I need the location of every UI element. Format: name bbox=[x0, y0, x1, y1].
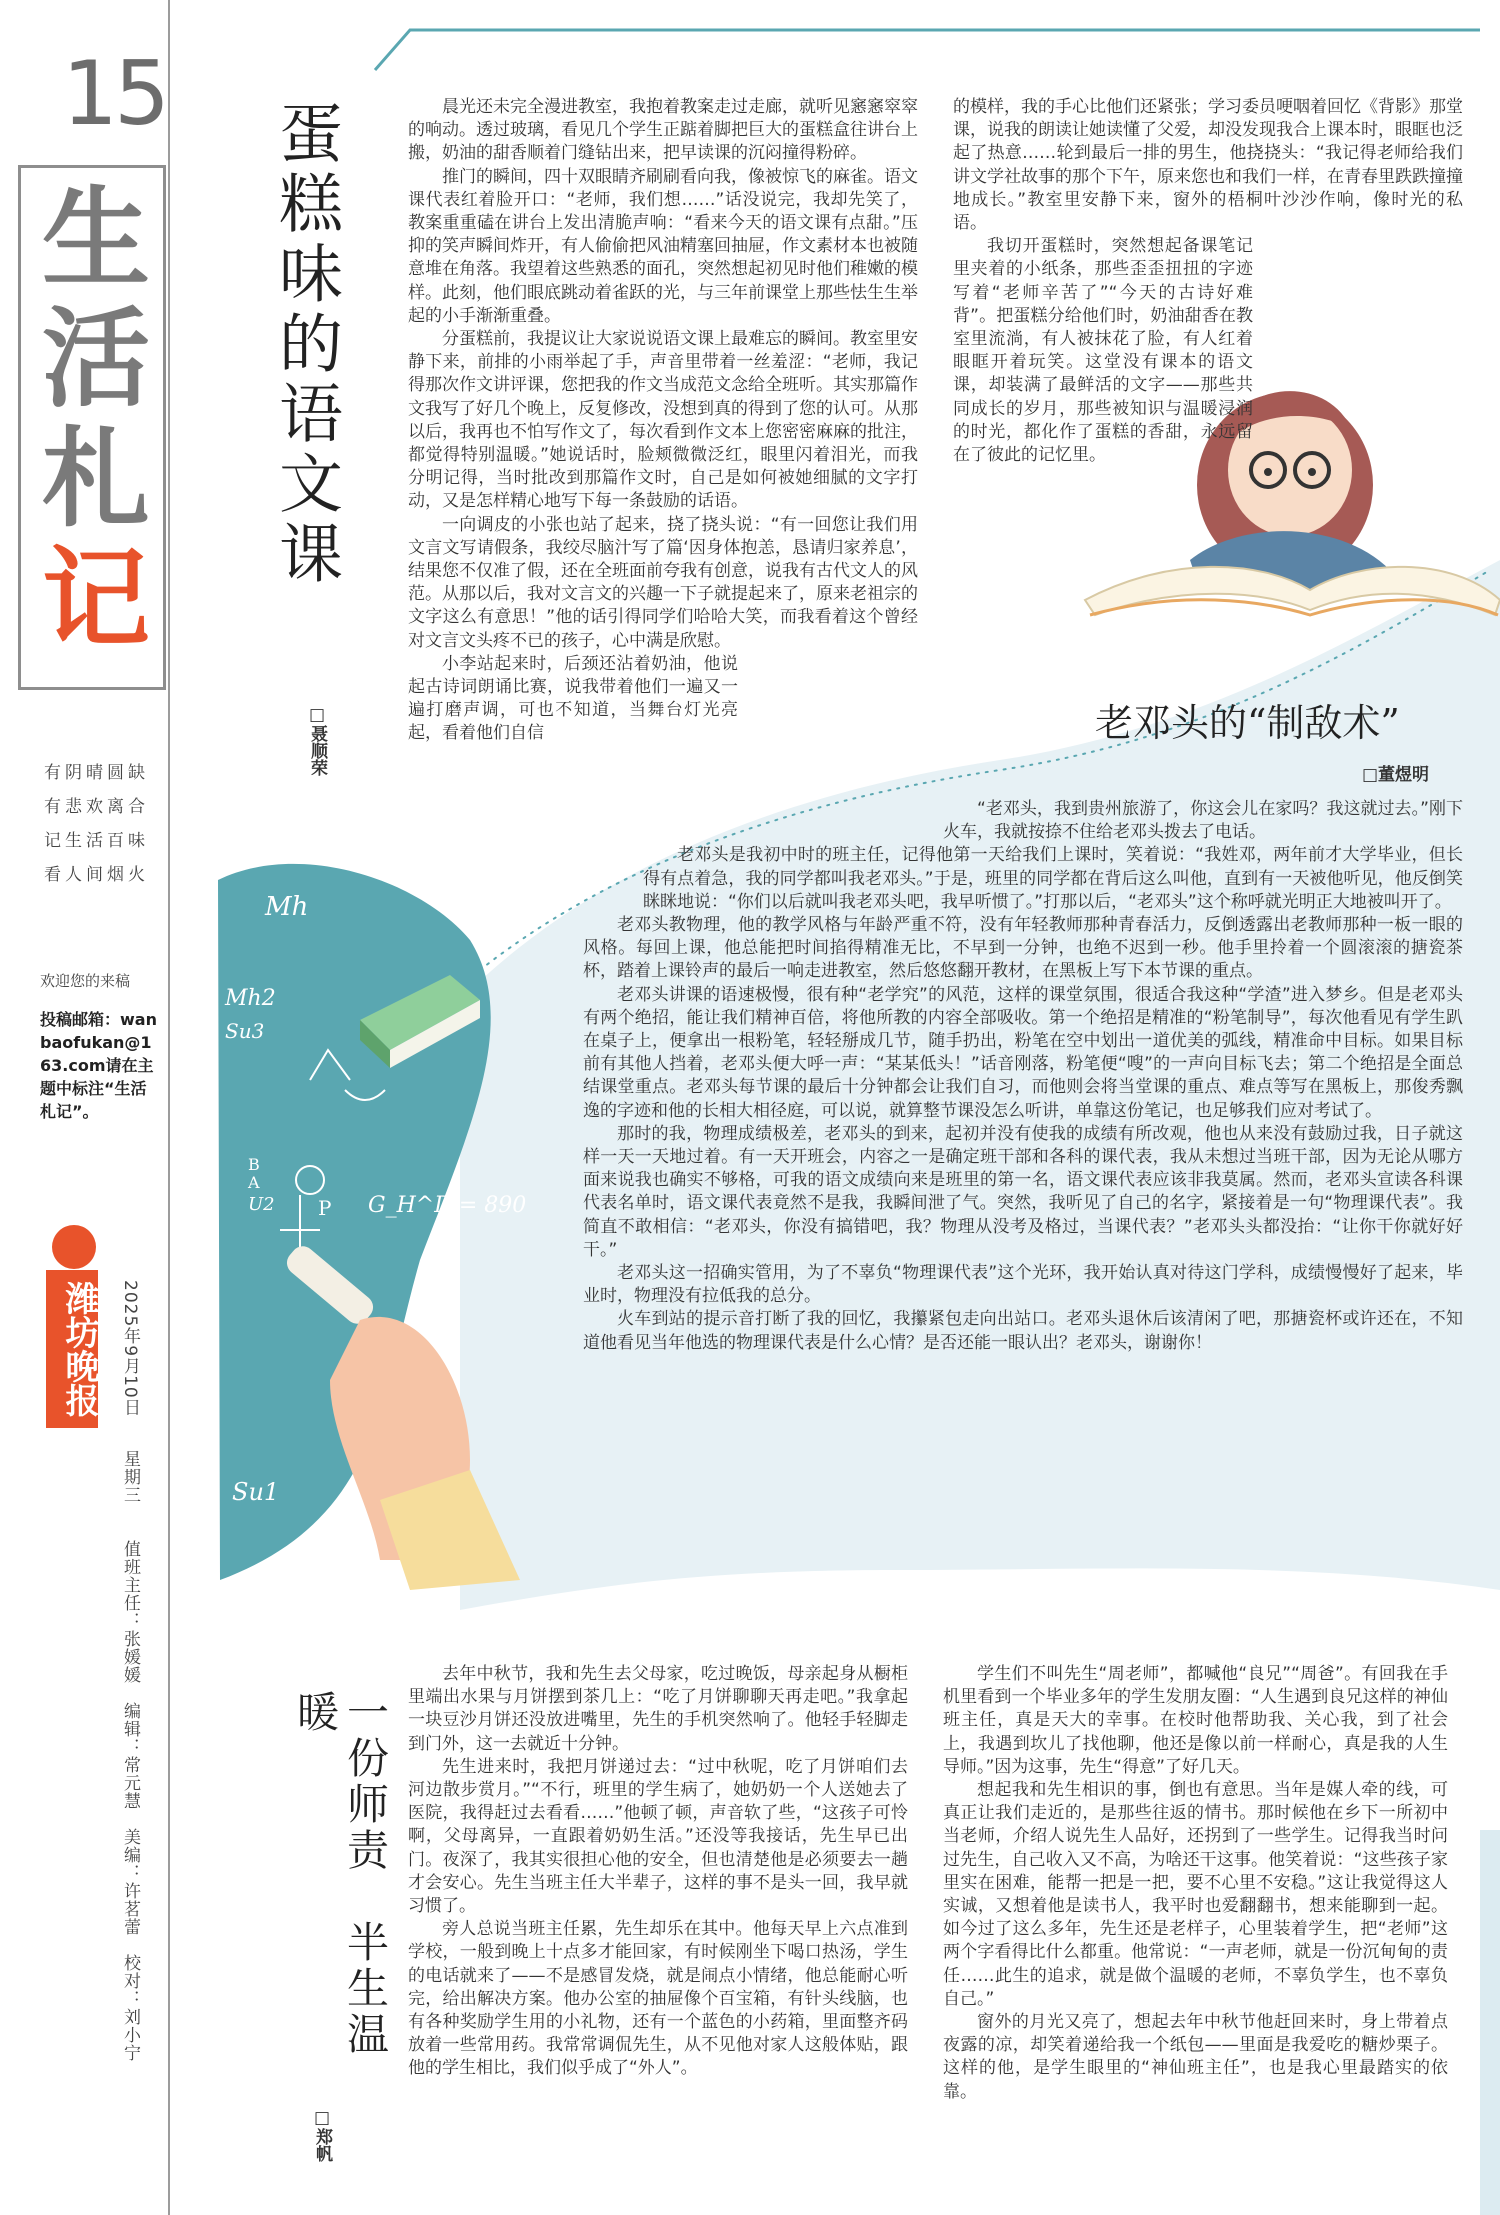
article3-title: 一份师责 半生温暖 bbox=[291, 1690, 390, 2058]
formula-mh: Mh bbox=[265, 892, 309, 922]
article3-paragraph: 学生们不叫先生“周老师”，都喊他“良兄”“周爸”。有回我在手机里看到一个毕业多年的学生发朋友圈：“人生遇到良兄这样的神仙班主任，真是天大的幸事。在校时他帮助我、关心我，到了社会上，我遇到坎儿了找他聊，他还是像以前一样耐心，真是我的人生导师。”因为这事，先生“得意”了好几天。 bbox=[943, 1664, 1448, 1777]
newspaper-name-text: 潍坊晚报 bbox=[59, 1281, 99, 1417]
article1-col2 bbox=[953, 96, 1463, 467]
article1-paragraph: 推门的瞬间，四十双眼睛齐刷刷看向我，像被惊飞的麻雀。语文课代表红着脸开口：“老师，我们想……”话没说完，我却先笑了，教案重重磕在讲台上发出清脆声响：“看来今天的语文课有点甜。”压抑的笑声瞬间炸开，有人偷偷把风油精塞回抽屉，作文素材本也被随意堆在角落。我望着这些熟悉的面孔，突然想起初见时他们稚嫩的模样。此刻，他们眼底跳动着雀跃的光，与三年前课堂上那些怯生生举起的小手渐渐重叠。 bbox=[408, 166, 918, 326]
formula-b: B bbox=[248, 1155, 260, 1174]
staff-credits: 值班主任：张媛媛 编辑：常元慧 美编：许茗蕾 校对：刘小宁 bbox=[120, 1540, 140, 2062]
contribute-info: 投稿邮箱：wanbaofukan@163.com请在主题中标注“生活札记”。 bbox=[40, 1010, 157, 1121]
article2-paragraph: 老邓头讲课的语速极慢，很有种“老学究”的风范，这样的课堂氛围，很适合我这种“学渣”进入梦乡。但是老邓头有两个绝招，能让我们精神百倍，将他所教的内容全部吸收。第一个绝招是精准的“粉笔制导”，每次他看见有学生趴在桌子上，便拿出一根粉笔，轻轻掰成几节，随手扔出，粉笔在空中划出一道优美的弧线，精准命中目标。如果目标前有其他人挡着，老邓头便大呼一声：“某某低头！”话音刚落，粉笔便“嗖”的一声向目标飞去；第二个绝招是全面总结课堂重点。老邓头每节课的最后十分钟都会让我们自习，而他则会将当堂课的重点、难点等写在黑板上，那俊秀飘逸的字迹和他的长相大相径庭，可以说，就算整节课没怎么听讲，单靠这份笔记，也足够我们应对考试了。 bbox=[583, 984, 1463, 1121]
column-title-char-2: 活 bbox=[41, 296, 150, 422]
article2-byline: □董煜明 bbox=[1362, 765, 1430, 785]
formula-su3: Su3 bbox=[225, 1019, 265, 1043]
article2-paragraph: “老邓头，我到贵州旅游了，你这会儿在家吗？我这就过去。”刚下火车，我就按捺不住给老邓头拨去了电话。 bbox=[943, 799, 1463, 843]
column-title-char-1: 生 bbox=[41, 176, 150, 302]
motto-line-2: 有悲欢离合 bbox=[44, 797, 149, 817]
issue-weekday: 星期三 bbox=[120, 1450, 140, 1504]
article3-paragraph: 去年中秋节，我和先生去父母家，吃过晚饭，母亲起身从橱柜里端出水果与月饼摆到茶几上：“吃了月饼聊聊天再走吧。”我拿起一块豆沙月饼还没放进嘴里，先生的手机突然响了。他轻手轻脚走到门外，这一去就近十分钟。 bbox=[408, 1664, 908, 1754]
newspaper-logo-icon bbox=[52, 1225, 96, 1269]
motto-line-1: 有阴晴圆缺 bbox=[44, 763, 149, 783]
article1-paragraph: 晨光还未完全漫进教室，我抱着教案走过走廊，就听见窸窸窣窣的响动。透过玻璃，看见几个学生正踮着脚把巨大的蛋糕盒往讲台上搬，奶油的甜香顺着门缝钻出来，把早读课的沉闷撞得粉碎。 bbox=[408, 97, 918, 164]
page-number: 15 bbox=[62, 42, 166, 145]
article1-paragraph: 小李站起来时，后颈还沾着奶油，他说起古诗词朗诵比赛，说我带着他们一遍又一遍打磨声调，可也不知道，当舞台灯光亮起，看着他们自信 bbox=[408, 653, 738, 744]
article3-paragraph: 旁人总说当班主任累，先生却乐在其中。他每天早上六点准到学校，一般到晚上十点多才能回家，有时候刚坐下喝口热汤，学生的电话就来了——不是感冒发烧，就是闹点小情绪，他总能耐心听完，给出解决方案。他办公室的抽屉像个百宝箱，有针头线脑，也有各种奖励学生用的小礼物，还有一个蓝色的小药箱，里面整齐码放着一些常用药。我常常调侃先生，从不见他对家人这般体贴，跟他的学生相比，我们似乎成了“外人”。 bbox=[408, 1919, 908, 2079]
motto-line-4: 看人间烟火 bbox=[44, 865, 149, 885]
article3-paragraph: 先生进来时，我把月饼递过去：“过中秋呢，吃了月饼咱们去河边散步赏月。”“不行，班里的学生病了，她奶奶一个人送她去了医院，我得赶过去看看……”他顿了顿，声音软了些，“这孩子可怜啊，父母离异，一直跟着奶奶生活。”还没等我接话，先生早已出门。夜深了，我其实很担心他的安全，但也清楚他是必须要去一趟才会安心。先生当班主任大半辈子，这样的事不是头一回，我早就习惯了。 bbox=[408, 1756, 908, 1917]
article2-paragraph: 火车到站的提示音打断了我的回忆，我攥紧包走向出站口。老邓头退休后该清闲了吧，那搪瓷杯或许还在，不知道他看见当年他选的物理课代表是什么心情？是否还能一眼认出？老邓头，谢谢你！ bbox=[583, 1309, 1463, 1353]
article1-paragraph: 一向调皮的小张也站了起来，挠了挠头说：“有一回您让我们用文言文写请假条，我绞尽脑汁写了篇‘因身体抱恙，恳请归家养息’，结果您不仅准了假，还在全班面前夸我有创意，说我有古代文人的风范。从那以后，我对文言文的兴趣一下子就提起来了，原来老祖宗的文字这么有意思！”他的话引得同学们哈哈大笑，而我看着这个曾经对文言文头疼不已的孩子，心中满是欣慰。 bbox=[408, 514, 918, 651]
formula-su1: Su1 bbox=[232, 1478, 280, 1506]
article3-col2 bbox=[943, 1663, 1448, 2104]
article2-paragraph: 老邓头是我初中时的班主任，记得他第一天给我们上课时，笑着说：“我姓邓，两年前才大学毕业，但长得有点着急，我的同学都叫我老邓头。”于是，班里的同学都在背后这么叫他，直到有一天被他听见，他反倒笑眯眯地说：“你们以后就叫我老邓头吧，我早听惯了。”打那以后，“老邓头”这个称呼就光明正大地被叫开了。 bbox=[643, 845, 1463, 912]
article1-col1 bbox=[408, 96, 918, 746]
article3-byline: □郑帆 bbox=[312, 2108, 332, 2162]
article3-paragraph: 窗外的月光又亮了，想起去年中秋节他赶回来时，身上带着点夜露的凉，却笑着递给我一个纸包——里面是我爱吃的糖炒栗子。这样的他，是学生眼里的“神仙班主任”，也是我心里最踏实的依靠。 bbox=[943, 2012, 1448, 2102]
article2-paragraph: 老邓头这一招确实管用，为了不辜负“物理课代表”这个光环，我开始认真对待这门学科，成绩慢慢好了起来，毕业时，物理没有拉低我的总分。 bbox=[583, 1263, 1463, 1307]
article2-paragraph: 老邓头教物理，他的教学风格与年龄严重不符，没有年轻教师那种青春活力，反倒透露出老教师那种一板一眼的风格。每回上课，他总能把时间掐得精准无比，不早到一分钟，也绝不迟到一秒。他手里拎着一个圆滚滚的搪瓷茶杯，踏着上课铃声的最后一响走进教室，然后悠悠翻开教材，在黑板上写下本节课的重点。 bbox=[583, 915, 1463, 982]
article1-paragraph: 分蛋糕前，我提议让大家说说语文课上最难忘的瞬间。教室里安静下来，前排的小雨举起了手，声音里带着一丝羞涩：“老师，我记得那次作文讲评课，您把我的作文当成范文念给全班听。其实那篇作文我写了好几个晚上，反复修改，没想到真的得到了您的认可。从那以后，我再也不怕写作文了，每次看到作文本上您密密麻麻的批注，都觉得特别温暖。”她说话时，脸颊微微泛红，眼里闪着泪光，而我分明记得，当时批改到那篇作文时，自己是如何被她细腻的文字打动，又是怎样精心地写下每一条鼓励的话语。 bbox=[408, 329, 918, 512]
column-title-char-4: 记 bbox=[41, 536, 150, 662]
formula-p: P bbox=[318, 1196, 332, 1220]
formula-mh2: Mh2 bbox=[225, 986, 276, 1011]
issue-date: 2025年9月10日 bbox=[120, 1280, 140, 1417]
article3-paragraph: 想起我和先生相识的事，倒也有意思。当年是媒人牵的线，可真正让我们走近的，是那些往返的情书。那时候他在乡下一所初中当老师，介绍人说先生人品好，还拐到了一些学生。记得我当时问过先生，自己收入又不高，为啥还干这事。他笑着说：“这些孩子家里实在困难，能帮一把是一把，要不心里不安稳。”这让我觉得这人实诚，又想着他是读书人，我平时也爱翻翻书，想来能聊到一起。如今过了这么多年，先生还是老样子，心里装着学生，把“老师”这两个字看得比什么都重。他常说：“一声老师，就是一份沉甸甸的责任……此生的追求，就是做个温暖的老师，不辜负学生，也不辜负自己。” bbox=[943, 1780, 1448, 2009]
welcome-text: 欢迎您的来稿 bbox=[40, 972, 131, 990]
formula-a: A bbox=[248, 1173, 260, 1192]
article1-paragraph: 的模样，我的手心比他们还紧张；学习委员哽咽着回忆《背影》那堂课，说我的朗读让她读懂了父爱，却没发现我合上课本时，眼眶也泛起了热意……轮到最后一排的男生，他挠挠头：“我记得老师给我们讲文学社故事的那个下午，原来您也和我们一样，在青春里跌跌撞撞地成长。”教室里安静下来，窗外的梧桐叶沙沙作响，像时光的私语。 bbox=[953, 97, 1463, 234]
article3-col1 bbox=[408, 1663, 908, 2081]
article1-paragraph: 我切开蛋糕时，突然想起备课笔记里夹着的小纸条，那些歪歪扭扭的字迹写着“老师辛苦了”“今天的古诗好难背”。把蛋糕分给他们时，奶油甜香在教室里流淌，有人被抹花了脸，有人红着眼眶开着玩笑。这堂没有课本的语文课，却装满了最鲜活的文字——那些共同成长的岁月，那些被知识与温暖浸润的时光，都化作了蛋糕的香甜，永远留在了彼此的记忆里。 bbox=[953, 236, 1253, 466]
sidebar bbox=[0, 0, 175, 2215]
article2-paragraph: 那时的我，物理成绩极差，老邓头的到来，起初并没有使我的成绩有所改观，他也从来没有鼓励过我，日子就这样一天一天地过着。有一天开班会，内容之一是确定班干部和各科的课代表，我从未想过当班干部，因为无论从哪方面来说我也确实不够格，可我的语文成绩向来是班里的第一名，语文课代表应该非我莫属。然而，老邓头宣读各科课代表名单时，语文课代表竟然不是我，我瞬间泄了气。突然，我听见了自己的名字，紧接着是一句“物理课代表”。我简直不敢相信：“老邓头，你没有搞错吧，我？物理从没考及格过，当课代表？”老邓头头都没抬：“让你干你就好好干。” bbox=[583, 1123, 1463, 1260]
formula-u2: U2 bbox=[248, 1194, 275, 1215]
sidebar-divider bbox=[168, 0, 170, 2215]
column-title-char-3: 札 bbox=[41, 416, 150, 542]
article2-body bbox=[583, 798, 1463, 1355]
article2-title: 老邓头的“制敌术” bbox=[1095, 701, 1400, 745]
newspaper-name bbox=[46, 1270, 98, 1428]
formula-gh: G_H^D = 890 bbox=[368, 1193, 527, 1218]
motto-line-3: 记生活百味 bbox=[44, 831, 149, 851]
article1-byline: □聂顺荣 bbox=[307, 705, 327, 776]
article1-title: 蛋糕味的语文课 bbox=[268, 100, 342, 590]
